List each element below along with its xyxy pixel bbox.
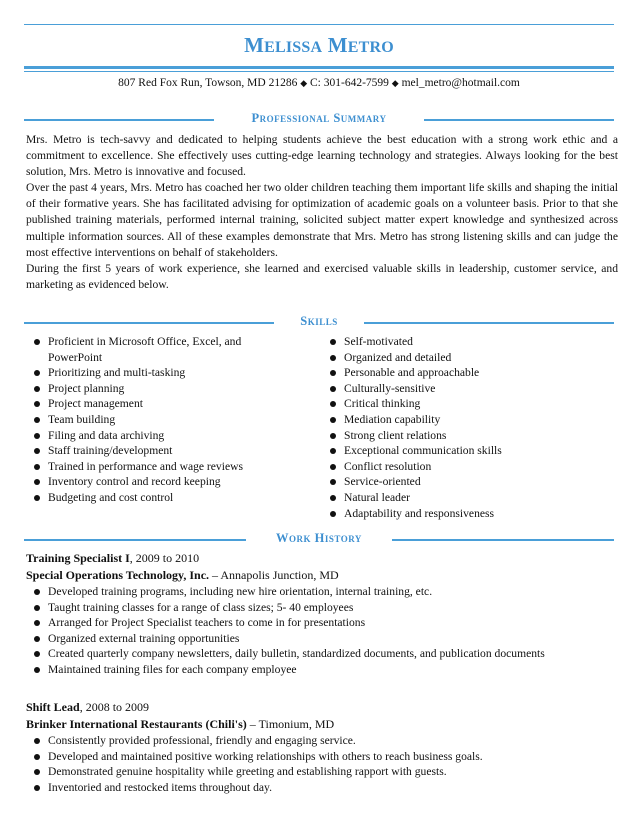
job-bullets xyxy=(26,733,618,795)
divider xyxy=(364,322,614,324)
address: 807 Red Fox Run, Towson, MD 21286 xyxy=(118,77,298,89)
list-item: Inventory control and record keeping xyxy=(26,474,286,490)
summary-paragraph: During the first 5 years of work experience, she learned and exercised valuable skills in leadership, customer service, and marketing as evidenced below. xyxy=(26,261,618,291)
skills-list-left xyxy=(26,334,286,506)
job-entry xyxy=(26,699,618,795)
name-last-initial: M xyxy=(327,33,348,57)
list-item: Exceptional communication skills xyxy=(322,443,612,459)
list-item: Prioritizing and multi-tasking xyxy=(26,365,286,381)
work-section-header xyxy=(24,531,614,547)
skills-title: Skills xyxy=(300,314,338,328)
contact-line xyxy=(0,77,638,89)
list-item: Natural leader xyxy=(322,490,612,506)
list-item: Culturally-sensitive xyxy=(322,381,612,397)
list-item: Developed and maintained positive working relationships with others to reach business goals. xyxy=(26,749,618,765)
list-item: Consistently provided professional, friendly and engaging service. xyxy=(26,733,618,749)
candidate-name xyxy=(0,33,638,58)
list-item: Strong client relations xyxy=(322,428,612,444)
job-company-line xyxy=(26,567,618,584)
skills-list-right xyxy=(322,334,612,521)
skills-section-header xyxy=(24,314,614,330)
list-item: Proficient in Microsoft Office, Excel, and PowerPoint xyxy=(26,334,286,365)
phone: C: 301-642-7599 xyxy=(310,77,389,89)
summary-paragraph: Mrs. Metro is tech-savvy and dedicated to helping students achieve the best education with a strong work ethic and a commitment to excellence. She effectively uses cutting-edge learning technology and strategies. Always looking for the best solution, Mrs. Metro is innovative and focused. xyxy=(26,133,618,179)
list-item: Mediation capability xyxy=(322,412,612,428)
list-item: Organized external training opportunities xyxy=(26,631,618,647)
job-title-line xyxy=(26,699,618,716)
list-item: Arranged for Project Specialist teachers to come in for presentations xyxy=(26,615,618,631)
job-title-line xyxy=(26,550,618,567)
list-item: Project management xyxy=(26,396,286,412)
job-title: Training Specialist I xyxy=(26,551,130,565)
job-title: Shift Lead xyxy=(26,700,80,714)
job-company: Brinker International Restaurants (Chili's) xyxy=(26,717,247,731)
name-last-rest: ETRO xyxy=(347,39,394,56)
name-first-initial: M xyxy=(244,33,265,57)
summary-section-header xyxy=(24,111,614,127)
job-location: – Annapolis Junction, MD xyxy=(209,568,339,582)
job-entry xyxy=(26,550,618,678)
list-item: Conflict resolution xyxy=(322,459,612,475)
list-item: Project planning xyxy=(26,381,286,397)
job-bullets xyxy=(26,584,618,678)
separator-diamond-icon: ◆ xyxy=(391,78,399,88)
list-item: Organized and detailed xyxy=(322,350,612,366)
job-company-line xyxy=(26,716,618,733)
separator-diamond-icon: ◆ xyxy=(300,78,308,88)
list-item: Budgeting and cost control xyxy=(26,490,286,506)
name-underline-thick xyxy=(24,66,614,69)
list-item: Created quarterly company newsletters, daily bulletin, standardized documents, and publication documents xyxy=(26,646,618,662)
top-rule xyxy=(24,24,614,25)
divider xyxy=(392,539,614,541)
list-item: Maintained training files for each company employee xyxy=(26,662,618,678)
summary-paragraph: Over the past 4 years, Mrs. Metro has coached her two older children teaching them important life skills and shaping the initial of their formative years. She has facilitated advising for optimization of academic goals on a volunteer basis. Prior to that she published training materials, performed internal training, solicited subject matter expert knowledge and synthesized across multiple information sources. All of these examples demonstrate that Mrs. Metro has strong listening skills and can judge the most effective interventions on behalf of stakeholders. xyxy=(26,181,618,259)
email: mel_metro@hotmail.com xyxy=(401,77,520,89)
name-underline-thin xyxy=(24,71,614,72)
list-item: Trained in performance and wage reviews xyxy=(26,459,286,475)
list-item: Developed training programs, including new hire orientation, internal training, etc. xyxy=(26,584,618,600)
list-item: Service-oriented xyxy=(322,474,612,490)
summary-body xyxy=(26,132,618,293)
list-item: Critical thinking xyxy=(322,396,612,412)
list-item: Self-motivated xyxy=(322,334,612,350)
work-title: Work History xyxy=(276,531,362,545)
list-item: Inventoried and restocked items throughout day. xyxy=(26,780,618,796)
list-item: Adaptability and responsiveness xyxy=(322,506,612,522)
list-item: Team building xyxy=(26,412,286,428)
list-item: Staff training/development xyxy=(26,443,286,459)
divider xyxy=(424,119,614,121)
name-first-rest: ELISSA xyxy=(264,39,323,56)
job-dates: , 2008 to 2009 xyxy=(79,700,150,714)
summary-title: Professional Summary xyxy=(251,111,387,125)
list-item: Personable and approachable xyxy=(322,365,612,381)
list-item: Filing and data archiving xyxy=(26,428,286,444)
job-location: – Timonium, MD xyxy=(246,717,335,731)
job-company: Special Operations Technology, Inc. xyxy=(26,568,210,582)
job-dates: , 2009 to 2010 xyxy=(129,551,200,565)
list-item: Demonstrated genuine hospitality while greeting and establishing rapport with guests. xyxy=(26,764,618,780)
list-item: Taught training classes for a range of class sizes; 5- 40 employees xyxy=(26,600,618,616)
